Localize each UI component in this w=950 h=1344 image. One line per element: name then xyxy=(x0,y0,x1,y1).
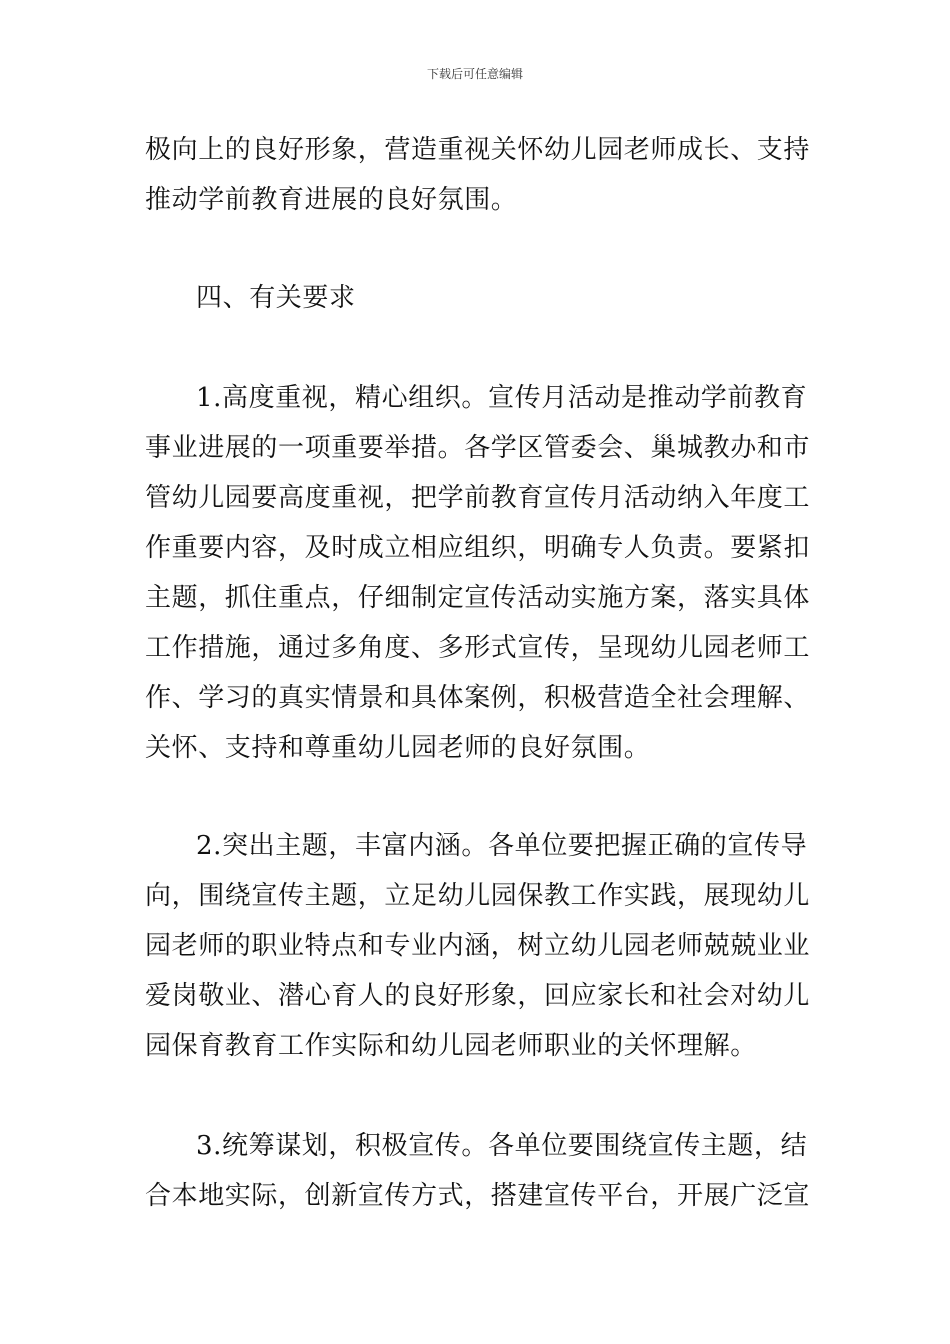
text-line: 作、学习的真实情景和具体案例，积极营造全社会理解、 xyxy=(145,683,811,713)
paragraph-start-line: 1.高度重视，精心组织。宣传月活动是推动学前教育 xyxy=(196,383,808,413)
page-header: 下载后可任意编辑 xyxy=(426,67,523,81)
paragraph-start-line: 2.突出主题，丰富内涵。各单位要把握正确的宣传导 xyxy=(196,831,808,861)
text-line: 推动学前教育进展的良好氛围。 xyxy=(145,185,518,215)
section-heading: 四、有关要求 xyxy=(196,283,356,313)
text-line: 极向上的良好形象，营造重视关怀幼儿园老师成长、支持 xyxy=(145,135,811,165)
text-line: 园老师的职业特点和专业内涵，树立幼儿园老师兢兢业业 xyxy=(145,931,811,961)
text-line: 关怀、支持和尊重幼儿园老师的良好氛围。 xyxy=(145,733,651,763)
paragraph-start-line: 3.统筹谋划，积极宣传。各单位要围绕宣传主题，结 xyxy=(196,1131,808,1161)
text-line: 作重要内容，及时成立相应组织，明确专人负责。要紧扣 xyxy=(145,533,811,563)
text-line: 合本地实际，创新宣传方式，搭建宣传平台，开展广泛宣 xyxy=(145,1181,811,1211)
text-line: 向，围绕宣传主题，立足幼儿园保教工作实践，展现幼儿 xyxy=(145,881,811,911)
text-line: 事业进展的一项重要举措。各学区管委会、巢城教办和市 xyxy=(145,433,811,463)
text-line: 管幼儿园要高度重视，把学前教育宣传月活动纳入年度工 xyxy=(145,483,811,513)
text-line: 爱岗敬业、潜心育人的良好形象，回应家长和社会对幼儿 xyxy=(145,981,811,1011)
text-line: 园保育教育工作实际和幼儿园老师职业的关怀理解。 xyxy=(145,1031,757,1061)
text-line: 工作措施，通过多角度、多形式宣传，呈现幼儿园老师工 xyxy=(145,633,811,663)
text-line: 主题，抓住重点，仔细制定宣传活动实施方案，落实具体 xyxy=(145,583,811,613)
